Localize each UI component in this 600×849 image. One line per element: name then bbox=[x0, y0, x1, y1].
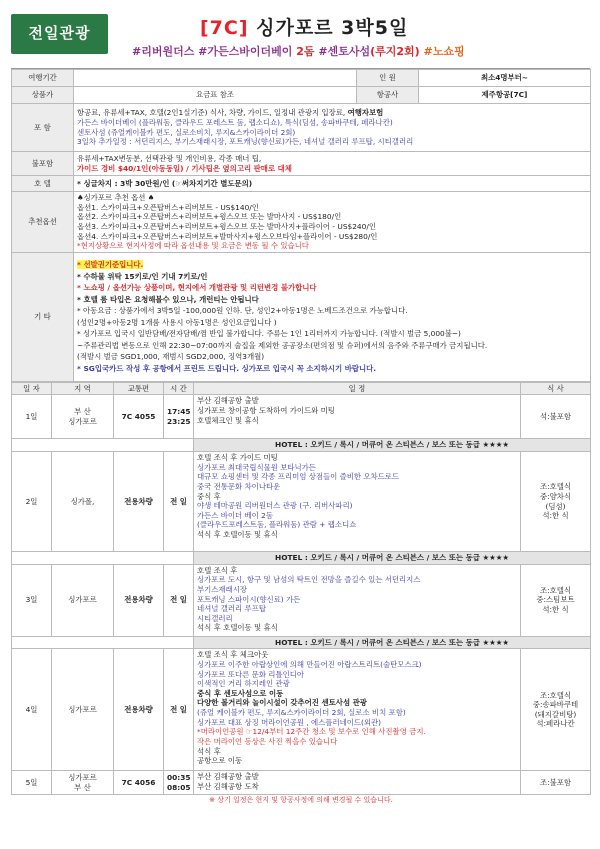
hotel-info: HOTEL : 오키드 / 록시 / 머큐어 온 스티븐스 / 보스 또는 동급 ★★★★ bbox=[194, 552, 591, 565]
option-line: 옵션3. 스카이파크+오픈탑버스+리버보트+윙스오브 또는 발마사지+플라이어 - US$240/인 bbox=[77, 221, 376, 231]
period-value bbox=[74, 70, 357, 87]
itinerary-line: 부산 김해공항 출발 bbox=[197, 396, 259, 406]
itinerary-line: 호텔 조식 후 bbox=[197, 565, 238, 575]
schedule-row bbox=[12, 564, 591, 636]
etc-line: * 싱가포르 입국시 일반담배/전자담배/껌 반입 불가합니다. 주류는 1인 1리터까지 가능합니다. (적발시 벌금 5,000불~) bbox=[77, 329, 461, 339]
region-cell: 싱가폴, bbox=[52, 452, 114, 552]
hotel-line: * 싱글차지 : 3박 30만원/인 (☞써차지기간 별도문의) bbox=[74, 176, 591, 192]
time-cell: 전 일 bbox=[164, 649, 194, 771]
itinerary-line: 호텔 조식 후 가이드 미팅 bbox=[197, 453, 278, 462]
itinerary-line: *머라이언공원 ☞12/4부터 12주간 청소 및 보수로 인해 사진촬영 금지. bbox=[197, 727, 426, 737]
day-cell: 2일 bbox=[12, 452, 52, 552]
hotel-row-spacer bbox=[12, 552, 194, 565]
itinerary-cell bbox=[194, 564, 521, 636]
insurance-text: 여행자보험 bbox=[347, 108, 384, 118]
included-line bbox=[77, 108, 587, 118]
itinerary-line: 싱가포르 최대국립식물원 보타닉가든 bbox=[197, 462, 316, 472]
itinerary-cell bbox=[194, 649, 521, 771]
itinerary-cell bbox=[194, 771, 521, 795]
tag-5: #노쇼핑 bbox=[419, 45, 465, 58]
col-header-region: 지 역 bbox=[52, 382, 114, 395]
itinerary-line: 포트캐닝 스파이시(향신료) 가든 bbox=[197, 594, 301, 604]
itinerary-line: 가든스 바이더 베이 2돔 bbox=[197, 510, 274, 520]
etc-line: * SG입국카드 작성 후 공항에서 프린트 드립니다. 싱가포르 입국시 꼭 소지하시기 바랍니다. bbox=[77, 363, 377, 373]
people-label: 인 원 bbox=[357, 70, 419, 87]
title-code: [7C] bbox=[200, 17, 249, 39]
option-line: 옵션4. 스카이파크+오픈탑버스+리버보트+발마사지+윙스오브타임+플라이어 - US$280/인 bbox=[77, 231, 378, 241]
itinerary-line: 중식 후 bbox=[197, 491, 221, 501]
hotel-row bbox=[12, 552, 591, 565]
itinerary-line: 부산 김해공항 출발 bbox=[197, 772, 259, 782]
hotel-info: HOTEL : 오키드 / 록시 / 머큐어 온 스티븐스 / 보스 또는 동급 ★★★★ bbox=[194, 636, 591, 649]
price-value: 요금표 참조 bbox=[74, 87, 357, 104]
itinerary-line: 작은 머라이언 동상은 사진 찍을수 있습니다 bbox=[197, 736, 338, 746]
included-line: 가든스 바이더베이 (플라워돔, 클라우드 포레스트 돔, 랩소디쇼), 특식(딤섬, 송파바쿠테, 페라나칸) bbox=[77, 117, 393, 127]
time-cell: 17:45 23:25 bbox=[164, 395, 194, 439]
etc-line: * 호텔 룸 타입은 요청해볼수 있으나, 개런티는 안됩니다 bbox=[77, 294, 259, 304]
included-text: 항공료, 유류세+TAX, 호텔(2인1실기준) 식사, 차량, 가이드, 일정내 관광지 입장료, 여행자보험 bbox=[77, 108, 384, 118]
day-cell: 5일 bbox=[12, 771, 52, 795]
day-cell: 1일 bbox=[12, 395, 52, 439]
option-line: *현지상황으로 현지사정에 따라 옵션내용 및 요금은 변동 될 수 있습니다 bbox=[77, 241, 309, 251]
title-name: 싱가포르 3박5일 bbox=[248, 17, 409, 39]
schedule-table bbox=[11, 382, 591, 807]
itinerary-line: 싱가포르 도시, 항구 및 남섬의 탁트인 전망을 즐길수 있는 서던리지스 bbox=[197, 575, 421, 585]
hotel-label: 호 텔 bbox=[12, 176, 74, 192]
footnote: ※ 상기 일정은 현지 및 항공사정에 의해 변경될 수 있습니다. bbox=[209, 796, 393, 805]
period-label: 여행기간 bbox=[12, 70, 74, 87]
col-header-time: 시 간 bbox=[164, 382, 194, 395]
time-cell: 00:35 08:05 bbox=[164, 771, 194, 795]
hashtag-line bbox=[132, 45, 465, 59]
itinerary-line: 싱가포르 대표 상징 머라이언공원 , 에스플러네이드(외관) bbox=[197, 717, 382, 727]
col-header-meal: 식 사 bbox=[521, 382, 591, 395]
schedule-row bbox=[12, 649, 591, 771]
etc-line bbox=[77, 259, 587, 270]
itinerary-cell bbox=[194, 452, 521, 552]
excluded-line: 가이드 경비 $40/1인(아동동일) / 기사팁은 옆의고리 판매로 대체 bbox=[77, 163, 292, 173]
itinerary-line: 싱가포르 창이공항 도착하여 가이드와 미팅 bbox=[197, 406, 335, 415]
itinerary-line: 석식 후 호텔이동 및 휴식 bbox=[197, 530, 278, 539]
hotel-row bbox=[12, 439, 591, 452]
info-table bbox=[11, 69, 591, 382]
price-label: 상품가 bbox=[12, 87, 74, 104]
itinerary-line: 시티갤러리 bbox=[197, 613, 233, 623]
meal-cell: 석:불포함 bbox=[521, 395, 591, 439]
option-line: 옵션1. 스카이파크+오픈탑버스+리버보트 - US$140/인 bbox=[77, 202, 259, 212]
info-table-frame bbox=[11, 68, 590, 806]
col-header-day: 일 자 bbox=[12, 382, 52, 395]
meal-cell: 조:불포함 bbox=[521, 771, 591, 795]
meal-cell: 조:호텔식 중:송파바쿠테 (돼지갈비탕) 석:페라나칸 bbox=[521, 649, 591, 771]
etc-line: * 노쇼핑 / 옵션가능 상품이며, 현지에서 개별관광 및 리턴변경 불가합니다 bbox=[77, 283, 317, 293]
itinerary-line: (쥬얼 케이블카 편도, 루지&스카이라이더 2회, 실로소 비치 포함) bbox=[197, 708, 406, 717]
itinerary-line: 공항으로 이동 bbox=[197, 756, 243, 766]
itinerary-line: 야생 테마공원 리버원더스 관광 (구. 리버사파리) bbox=[197, 501, 353, 511]
schedule-row bbox=[12, 395, 591, 439]
itinerary-line: 호텔 조식 후 체크아웃 bbox=[197, 650, 269, 660]
schedule-row bbox=[12, 452, 591, 552]
transport-cell: 전용차량 bbox=[114, 649, 164, 771]
options-label: 추천옵션 bbox=[12, 192, 74, 253]
etc-line: * 수하물 위탁 15키로/인 기내 7키로/인 bbox=[77, 271, 208, 281]
page-title bbox=[200, 16, 408, 41]
itinerary-line: 이색적인 거리 하지레인 관광 bbox=[197, 679, 290, 689]
region-cell: 싱가포르 bbox=[52, 564, 114, 636]
itinerary-line: 싱가포르 또다른 문화 리틀인디아 bbox=[197, 669, 305, 679]
itinerary-line: 중식 후 센토사섬으로 이동 bbox=[197, 688, 284, 698]
itinerary-line: 석식 후 bbox=[197, 746, 221, 756]
itinerary-line: 호텔체크인 및 휴식 bbox=[197, 415, 259, 425]
etc-line: ~주류관리법 변동으로 인해 22:30~07:00까지 술집을 제외한 공공장소(편의점 및 슈퍼)에서의 음주와 주류구매가 금지됩니다. bbox=[77, 340, 488, 350]
included-line: 3일차 추가일정 : 서던리지스, 부기스재래시장, 포트캐닝(향신료)가든, 네셔널 갤러리 루프탑, 시티갤러리 bbox=[77, 137, 414, 147]
excluded-label: 불포함 bbox=[12, 152, 74, 176]
itinerary-line: 다양한 볼거리와 놀이시설이 갖추어진 센토사섬 관광 bbox=[197, 698, 367, 708]
itinerary-line: 중국 전통문화 차이나타운 bbox=[197, 481, 281, 491]
itinerary-line: 석식 후 호텔이동 및 휴식 bbox=[197, 623, 278, 633]
option-line: ♠싱가포르 추천 옵션 ♠ bbox=[77, 193, 155, 202]
itinerary-line: 부기스재래시장 bbox=[197, 584, 247, 594]
time-cell: 전 일 bbox=[164, 564, 194, 636]
hotel-row-spacer bbox=[12, 439, 194, 452]
day-cell: 3일 bbox=[12, 564, 52, 636]
day-cell: 4일 bbox=[12, 649, 52, 771]
etc-line: * 아동요금 : 상품가에서 3박5일 -100,000원 인하. 단, 성인2+아동1명은 노베드조건으로 가능합니다. bbox=[77, 306, 408, 316]
option-line: 옵션2. 스카이파크+오픈탑버스+리버보트+윙스오브 또는 발마사지 - US$180/인 bbox=[77, 212, 342, 222]
col-header-schedule: 일 정 bbox=[194, 382, 521, 395]
hotel-info: HOTEL : 오키드 / 록시 / 머큐어 온 스티븐스 / 보스 또는 동급 ★★★★ bbox=[194, 439, 591, 452]
itinerary-line: 싱가포르 이주한 아랍상인에 의해 만들어진 아랍스트리트(술탄모스크) bbox=[197, 659, 422, 669]
included-label: 포 함 bbox=[12, 104, 74, 152]
meal-cell: 조:호텔식 중:스팀보트 석:한 식 bbox=[521, 564, 591, 636]
etc-highlight: * 선발권기준입니다. bbox=[77, 260, 144, 270]
hotel-row bbox=[12, 636, 591, 649]
included-cell bbox=[74, 104, 591, 152]
included-line: 센토사섬 (쥬얼케이블카 편도, 실로소비치, 루지&스카이라이더 2회) bbox=[77, 127, 296, 137]
schedule-body bbox=[12, 395, 591, 795]
etc-line: (성인2명+아동2명 1개룸 사용시 아동1명은 성인요금입니다 ) bbox=[77, 317, 277, 327]
people-value: 최소4명부터~ bbox=[419, 70, 591, 87]
airline-label: 항공사 bbox=[357, 87, 419, 104]
hotel-row-spacer bbox=[12, 636, 194, 649]
transport-cell: 전용차량 bbox=[114, 564, 164, 636]
itinerary-line: 네셔널 갤러리 루프탑 bbox=[197, 604, 266, 614]
itinerary-cell bbox=[194, 395, 521, 439]
etc-line: (적발시 벌금 SGD1,000, 재범시 SGD2,000, 징역3개월) bbox=[77, 352, 265, 362]
tag-2: 2돔 bbox=[296, 45, 315, 58]
schedule-row bbox=[12, 771, 591, 795]
region-cell: 부 산 싱가포르 bbox=[52, 395, 114, 439]
excluded-cell bbox=[74, 152, 591, 176]
options-cell bbox=[74, 192, 591, 253]
region-cell: 싱가포르 bbox=[52, 649, 114, 771]
transport-cell: 7C 4055 bbox=[114, 395, 164, 439]
tag-4: (루지2회) bbox=[370, 45, 420, 58]
tag-1: #리버원더스 #가든스바이더베이 bbox=[132, 45, 297, 58]
airline-value: 제주항공[7C] bbox=[419, 87, 591, 104]
col-header-transport: 교통편 bbox=[114, 382, 164, 395]
excluded-line: 유류세+TAX변동분, 선택관광 및 개인비용, 각종 매너 팁, bbox=[77, 153, 262, 163]
region-cell: 싱가포르 부 산 bbox=[52, 771, 114, 795]
etc-cell bbox=[74, 252, 591, 381]
itinerary-line: 부산 김해공항 도착 bbox=[197, 781, 259, 791]
meal-cell: 조:호텔식 중:얌차식 (딤섬) 석:한 식 bbox=[521, 452, 591, 552]
company-logo: 전일관광 bbox=[11, 14, 108, 54]
etc-label: 기 타 bbox=[12, 252, 74, 381]
transport-cell: 7C 4056 bbox=[114, 771, 164, 795]
itinerary-line: (클라우드포레스트돔, 플라워돔) 관람 + 랩소디쇼 bbox=[197, 520, 357, 530]
transport-cell: 전용차량 bbox=[114, 452, 164, 552]
tag-3: #센토사섬 bbox=[314, 45, 371, 58]
time-cell: 전 일 bbox=[164, 452, 194, 552]
itinerary-line: 대규모 쇼핑센터 및 각종 프리미엄 상점들이 즐비한 오차드로드 bbox=[197, 472, 400, 482]
